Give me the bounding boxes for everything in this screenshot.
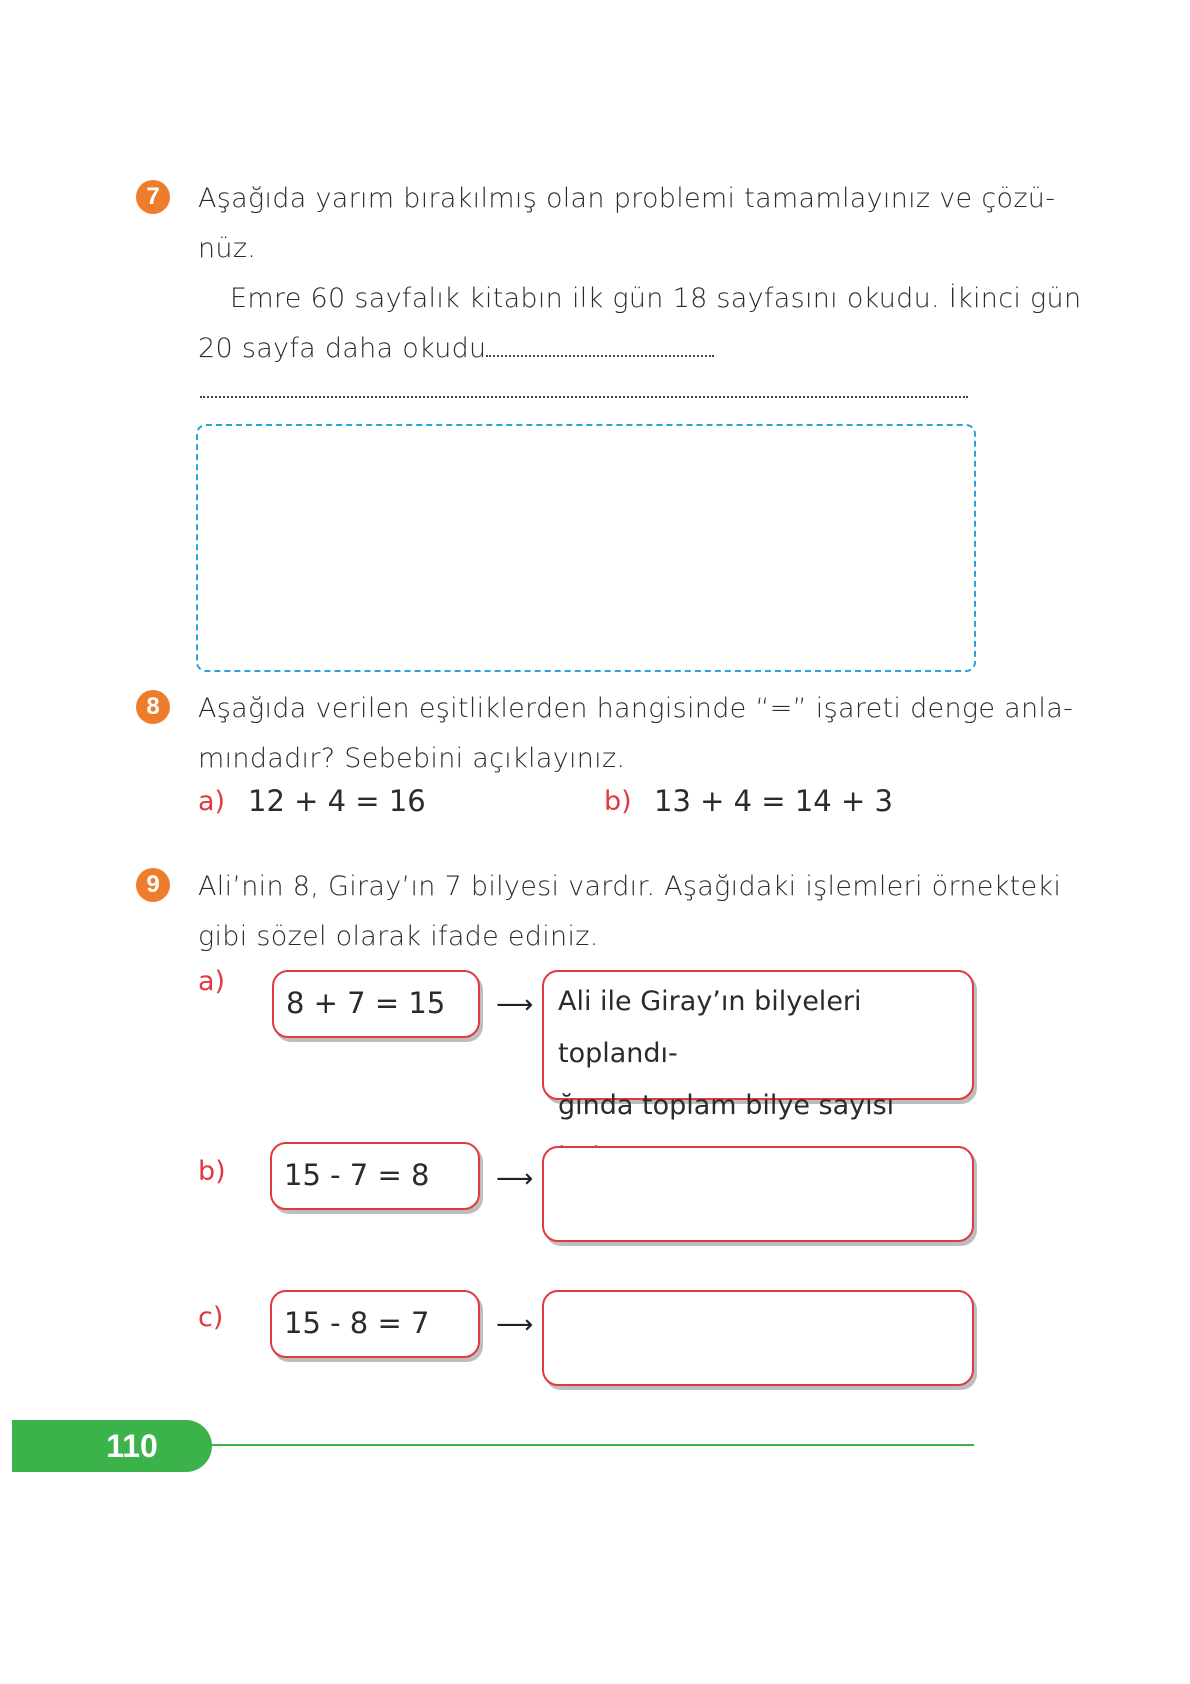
item-c-arrow-icon: ⟶ — [496, 1310, 534, 1340]
item-a-answer-line-1: Ali ile Giray’ın bilyeleri toplandı- — [558, 986, 862, 1069]
item-c-expression-box — [270, 1290, 480, 1358]
item-a-expression-box — [272, 970, 480, 1038]
answer-dotted-line-long[interactable] — [200, 396, 968, 398]
answer-dotted-line-short[interactable] — [486, 355, 714, 357]
question-7-text — [198, 174, 1082, 374]
item-a-arrow-icon: ⟶ — [496, 990, 534, 1020]
option-a-expression: 12 + 4 = 16 — [248, 784, 426, 818]
footer-divider — [212, 1444, 974, 1446]
question-8-badge: 8 — [136, 690, 170, 724]
item-a-answer-box[interactable] — [542, 970, 974, 1121]
item-b-expression-box — [270, 1142, 480, 1210]
page-number-tab — [12, 1420, 212, 1472]
question-7-badge: 7 — [136, 180, 170, 214]
question-8-line-1: Aşağıda verilen eşitliklerden hangisinde “=” işareti denge anla- — [198, 693, 1074, 724]
question-7-line-2: nüz. — [198, 233, 257, 264]
question-7-line-1: Aşağıda yarım bırakılmış olan problemi tamamlayınız ve çözü- — [198, 183, 1056, 214]
item-c-expression: 15 - 8 = 7 — [284, 1306, 430, 1340]
question-9-badge: 9 — [136, 868, 170, 902]
item-c-answer-box[interactable] — [542, 1290, 974, 1386]
question-9-line-1: Ali’nin 8, Giray’ın 7 bilyesi vardır. Aşağıdaki işlemleri örnekteki — [198, 871, 1062, 902]
option-b-expression: 13 + 4 = 14 + 3 — [654, 784, 893, 818]
item-a-label: a) — [198, 966, 226, 997]
item-b-answer-box[interactable] — [542, 1146, 974, 1242]
question-7-line-3: Emre 60 sayfalık kitabın ilk gün 18 sayfasını okudu. İkinci gün — [230, 283, 1082, 314]
item-a-answer-line-2: ğında toplam bilye sayısı — [558, 1090, 895, 1121]
item-b-expression: 15 - 7 = 8 — [284, 1158, 430, 1192]
question-8-line-2: mındadır? Sebebini açıklayınız. — [198, 743, 626, 774]
question-9-text — [198, 862, 1062, 962]
option-a-label: a) — [198, 786, 226, 817]
question-8-text — [198, 684, 1074, 784]
item-b-label: b) — [198, 1156, 226, 1187]
question-7-line-4-text: 20 sayfa daha okudu — [198, 333, 487, 364]
item-a-expression: 8 + 7 = 15 — [286, 986, 446, 1020]
solution-area-box[interactable] — [196, 424, 976, 672]
question-7-line-4 — [198, 324, 974, 374]
item-c-answer-text — [544, 1292, 972, 1300]
item-b-arrow-icon: ⟶ — [496, 1164, 534, 1194]
item-b-answer-text — [544, 1148, 972, 1156]
page-number: 110 — [106, 1428, 158, 1464]
question-9-line-2: gibi sözel olarak ifade ediniz. — [198, 921, 599, 952]
option-b-label: b) — [604, 786, 632, 817]
item-c-label: c) — [198, 1302, 224, 1333]
